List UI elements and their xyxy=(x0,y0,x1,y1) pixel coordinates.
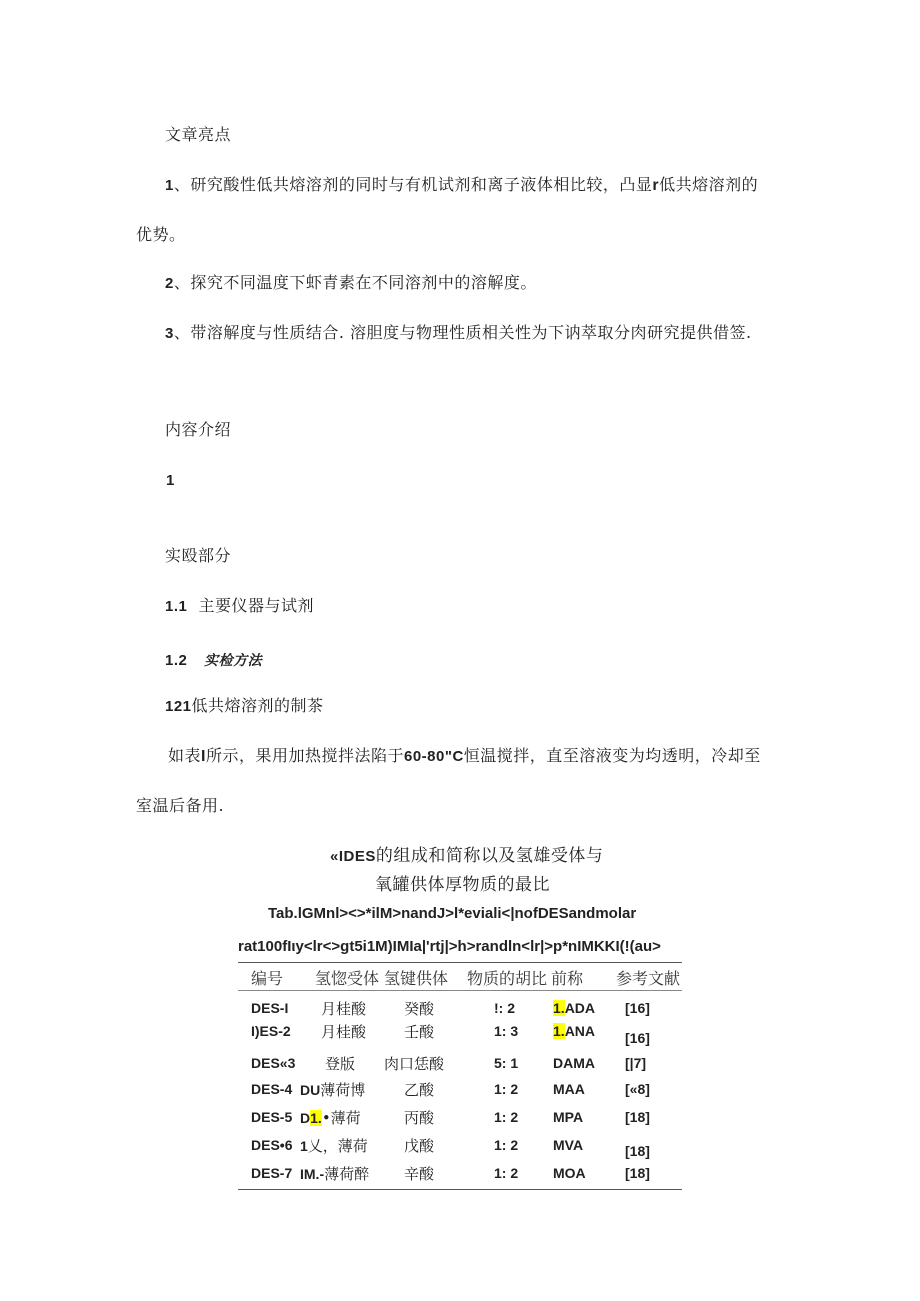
section-number: 121 xyxy=(165,698,192,715)
highlight-number: 2 xyxy=(165,275,174,292)
highlight-text-fragment: r xyxy=(652,177,660,194)
abbr-text: MOA xyxy=(553,1165,586,1181)
section-1-2 xyxy=(165,650,262,670)
table-header-rule xyxy=(238,990,682,991)
acceptor-text: 薄荷醉 xyxy=(324,1165,370,1183)
cell-ratio: 1: 2 xyxy=(494,1081,519,1097)
caption-text: 的组成和简称以及氢雄受体与 xyxy=(375,846,604,866)
cell-donor: 戊酸 xyxy=(404,1137,435,1155)
table-ref: I xyxy=(201,748,206,765)
cell-abbr xyxy=(553,1023,595,1039)
temperature-range: 60-80"C xyxy=(403,748,464,765)
paragraph-text: 恒温搅拌，直至溶液变为均透明，冷却至 xyxy=(463,746,761,765)
header-acceptor: 氢惚受体 xyxy=(315,969,380,988)
acceptor-prefix: 1 xyxy=(300,1138,308,1154)
abbr-text: ANA xyxy=(564,1023,596,1039)
acceptor-text: •薄荷 xyxy=(321,1109,361,1127)
method-paragraph xyxy=(168,743,761,766)
section-number: 1.1 xyxy=(165,598,188,615)
acceptor-prefix: DU xyxy=(300,1082,321,1098)
header-ref: 参考文献 xyxy=(616,969,681,988)
abbr-text: DAMA xyxy=(553,1055,595,1071)
cell-ref: [18] xyxy=(625,1143,650,1159)
highlight-item-3 xyxy=(165,320,752,343)
cell-donor: 癸酸 xyxy=(404,1000,435,1018)
header-abbr: 前称 xyxy=(551,969,584,988)
highlight-item-1-cont: 优势。 xyxy=(136,225,186,244)
acceptor-prefix: IM.- xyxy=(300,1166,325,1182)
cell-donor: 辛酸 xyxy=(404,1165,435,1183)
cell-ratio: !: 2 xyxy=(494,1000,515,1016)
highlight-item-2 xyxy=(165,270,537,293)
cell-acceptor xyxy=(300,1107,361,1128)
highlight-text: 、带溶解度与性质结合. 溶胆度与物理性质相关性为下讷萃取分肉研究提供借签. xyxy=(173,323,752,342)
highlight-text: 、研究酸性低共熔溶剂的同时与有机试剂和离子液体相比较，凸显 xyxy=(173,175,653,194)
abbr-text: MPA xyxy=(553,1109,584,1125)
section-heading: 低共熔溶剂的制茶 xyxy=(191,696,324,715)
experiment-title: 实殴部分 xyxy=(165,546,232,565)
section-1-1 xyxy=(165,593,314,616)
paragraph-text: 所示，果用加热搅拌法陷于 xyxy=(205,746,404,765)
cell-id: I)ES-2 xyxy=(251,1023,291,1039)
table-caption-en-2: rat100fIιy<lr<>gt5i1M)IMIa|'rtj|>h>randln<lr|>p*nIMKKI(!(au> xyxy=(238,938,661,955)
acceptor-prefix: D xyxy=(300,1110,311,1126)
cell-id: DES-7 xyxy=(251,1165,293,1181)
cell-donor: 丙酸 xyxy=(404,1109,435,1127)
cell-ratio: 1: 2 xyxy=(494,1109,519,1125)
cell-ref: [16] xyxy=(625,1030,650,1046)
cell-abbr xyxy=(553,1055,595,1071)
cell-acceptor xyxy=(300,1163,369,1184)
highlight-mark: 1. xyxy=(553,1000,565,1016)
section-1-2-1 xyxy=(165,693,324,716)
table-caption-cn-2: 氧罐供体厚物质的最比 xyxy=(375,875,550,895)
caption-prefix: «IDES xyxy=(330,848,376,865)
acceptor-text: 乂，薄荷 xyxy=(307,1137,368,1155)
cell-ratio: 1: 2 xyxy=(494,1137,519,1153)
cell-id: DES-I xyxy=(251,1000,289,1016)
highlight-text-tail: 低共熔溶剂的 xyxy=(659,175,759,194)
intro-title: 内容介绍 xyxy=(165,420,232,439)
header-ratio: 物质的胡比 xyxy=(467,969,548,988)
cell-abbr xyxy=(553,1000,595,1016)
abbr-text: MAA xyxy=(553,1081,585,1097)
cell-id: DES•6 xyxy=(251,1137,293,1153)
section-heading: 主要仪器与试剂 xyxy=(198,596,315,615)
cell-donor: 肉口恁酸 xyxy=(384,1055,445,1073)
paragraph-text: 如表 xyxy=(168,746,202,765)
cell-ref: [18] xyxy=(625,1165,650,1181)
cell-ref: [16] xyxy=(625,1000,650,1016)
highlight-number: 3 xyxy=(165,325,174,342)
acceptor-text: 薄荷博 xyxy=(320,1081,366,1099)
cell-acceptor: 登版 xyxy=(325,1055,356,1073)
cell-abbr xyxy=(553,1137,583,1153)
intro-number: 1 xyxy=(166,472,175,489)
cell-id: DES-5 xyxy=(251,1109,293,1125)
section-number: 1.2 xyxy=(165,652,188,669)
table-top-rule xyxy=(238,962,682,963)
cell-ratio: 1: 2 xyxy=(494,1165,519,1181)
cell-acceptor: 月桂酸 xyxy=(321,1000,367,1018)
cell-ratio: 5: 1 xyxy=(494,1055,519,1071)
header-donor: 氢键供体 xyxy=(384,969,449,988)
cell-ref: [18] xyxy=(625,1109,650,1125)
cell-id: DES-4 xyxy=(251,1081,293,1097)
highlight-number: 1 xyxy=(165,177,174,194)
cell-acceptor: 月桂酸 xyxy=(321,1023,367,1041)
cell-acceptor xyxy=(300,1135,368,1156)
table-caption-en-1: Tab.lGMnl><>*ilM>nandJ>l*eviali<|nofDESandmolar xyxy=(268,905,637,922)
cell-abbr xyxy=(553,1109,583,1125)
cell-ratio: 1: 3 xyxy=(494,1023,519,1039)
cell-id: DES«3 xyxy=(251,1055,296,1071)
highlight-text: 、探究不同温度下虾青素在不同溶剂中的溶解度。 xyxy=(173,273,537,292)
highlight-mark: 1. xyxy=(310,1110,322,1126)
table-bottom-rule xyxy=(238,1189,682,1190)
section-heading: 实检方法 xyxy=(204,653,263,669)
abbr-text: MVA xyxy=(553,1137,584,1153)
cell-ref: [|7] xyxy=(625,1055,647,1071)
cell-ref: [«8] xyxy=(625,1081,650,1097)
highlights-title: 文章亮点 xyxy=(165,125,232,144)
method-paragraph-cont: 室温后备用. xyxy=(136,796,225,815)
highlight-item-1 xyxy=(165,172,758,195)
cell-donor: 壬酸 xyxy=(404,1023,435,1041)
table-caption-cn-1 xyxy=(330,841,603,866)
cell-acceptor xyxy=(300,1079,365,1100)
cell-donor: 乙酸 xyxy=(404,1081,435,1099)
cell-abbr xyxy=(553,1165,586,1181)
abbr-text: ADA xyxy=(564,1000,596,1016)
cell-abbr xyxy=(553,1081,585,1097)
highlight-mark: 1. xyxy=(553,1023,565,1039)
header-id: 编号 xyxy=(251,969,284,988)
